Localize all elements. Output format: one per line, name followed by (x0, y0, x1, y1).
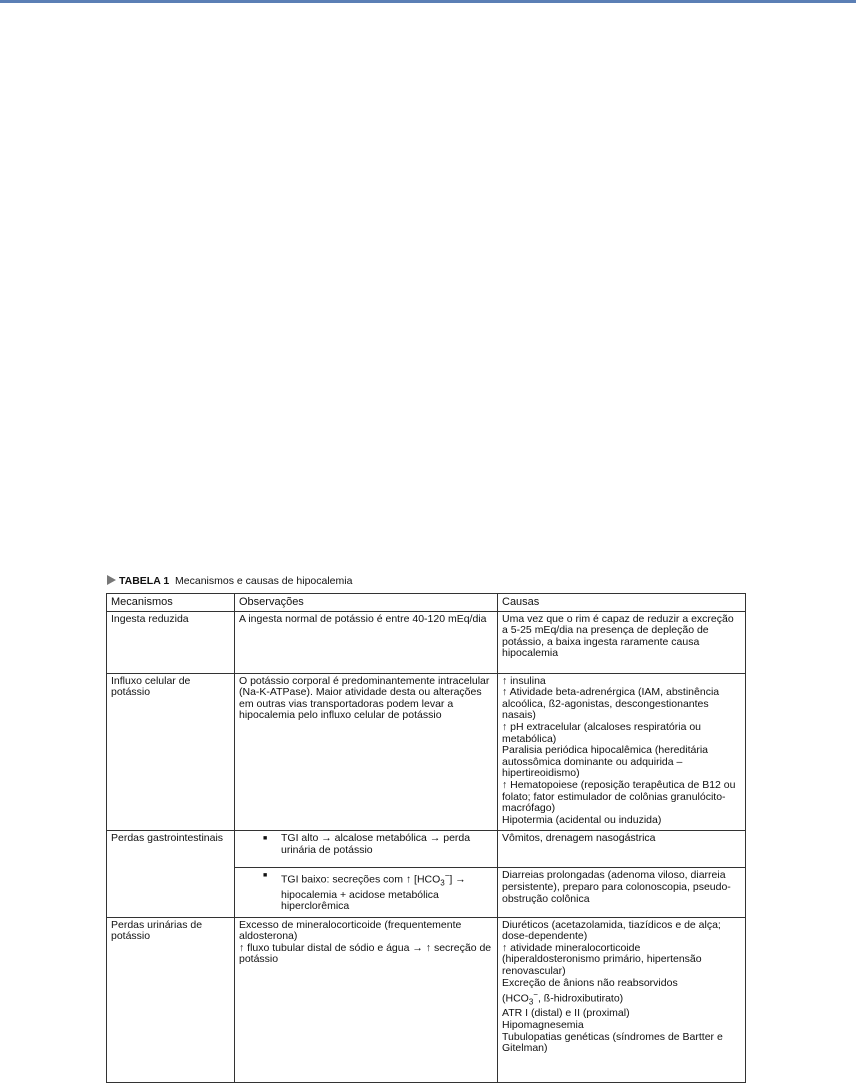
header-cell: Causas (498, 594, 746, 612)
header-cell: Mecanismos (107, 594, 235, 612)
causes-text-b (502, 989, 741, 1008)
table-row (107, 611, 746, 673)
observation-cell (235, 868, 498, 917)
causes-text-a: Diuréticos (acetazolamida, tiazídicos e de alça; dose-dependente) ↑ atividade mineralocorticoide (hiperaldosteronismo primário, hipertensão renovascular) Excreção de ânions não reabsorvidos (502, 918, 721, 989)
observation-cell: O potássio corporal é predominantemente intracelular (Na-K-ATPase). Maior atividade desta ou alterações em outras vias transportadoras podem levar a hipocalemia pelo influxo celular de potássio (235, 673, 498, 831)
causes-cell: Vômitos, drenagem nasogástrica (498, 831, 746, 868)
obs-text-pre: TGI baixo: secreções com ↑ [HCO (281, 873, 441, 886)
causes-cell (498, 917, 746, 1082)
causes-cell: Diarreias prolongadas (adenoma viloso, diarreia persistente), preparo para colonoscopia, pseudo-obstrução colônica (498, 868, 746, 917)
triangle-icon (107, 575, 116, 585)
mechanism-cell: Ingesta reduzida (107, 611, 235, 673)
anion-text-pre: (HCO (502, 992, 529, 1005)
mechanism-cell: Influxo celular de potássio (107, 673, 235, 831)
subscript: 3 (440, 878, 445, 888)
mechanism-cell: Perdas gastrointestinais (107, 831, 235, 917)
superscript: − (444, 871, 450, 881)
bullet-item (269, 870, 493, 912)
caption-label: TABELA 1 (119, 575, 170, 587)
observation-cell: A ingesta normal de potássio é entre 40-120 mEq/dia (235, 611, 498, 673)
obs-text-post: ] → hipocalemia + acidose metabólica hiperclorêmica (281, 873, 466, 913)
anion-text-post: , ß-hidroxibutirato) (537, 992, 624, 1005)
observation-cell: Excesso de mineralocorticoide (frequentemente aldosterona) ↑ fluxo tubular distal de sódio e água → ↑ secreção de potássio (235, 917, 498, 1082)
causes-cell: Uma vez que o rim é capaz de reduzir a excreção a 5-25 mEq/dia na presença de depleção de potássio, a baixa ingesta raramente causa hipocalemia (498, 611, 746, 673)
caption-title: Mecanismos e causas de hipocalemia (175, 575, 353, 587)
table-header-row (107, 594, 746, 612)
subscript: 3 (528, 997, 534, 1007)
causes-text-c: ATR I (distal) e II (proximal) Hipomagnesemia Tubulopatias genéticas (síndromes de Bartter e Gitelman) (502, 1007, 723, 1055)
table-row (107, 831, 746, 868)
causes-cell: ↑ insulina ↑ Atividade beta-adrenérgica (IAM, abstinência alcoólica, ß2-agonistas, descongestionantes nasais) ↑ pH extracelular (alcaloses respiratória ou metabólica) Paralisia periódica hipocalêmica (hereditária autossômica dominante ou adquirida – hipertireoidismo) ↑ Hematopoiese (reposição terapêutica de B12 ou folato; fator estimulador de colônias granulócito-macrófago) Hipotermia (acidental ou induzida) (498, 673, 746, 831)
hypokalemia-table (106, 593, 746, 1083)
table-row (107, 917, 746, 1082)
header-rule (0, 0, 856, 3)
table-row (107, 673, 746, 831)
mechanism-cell: Perdas urinárias de potássio (107, 917, 235, 1082)
table-caption (107, 575, 352, 587)
header-cell: Observações (235, 594, 498, 612)
observation-cell (235, 831, 498, 868)
bullet-item: ■ TGI alto → alcalose metabólica → perda urinária de potássio (269, 833, 493, 856)
superscript: − (533, 990, 538, 1000)
